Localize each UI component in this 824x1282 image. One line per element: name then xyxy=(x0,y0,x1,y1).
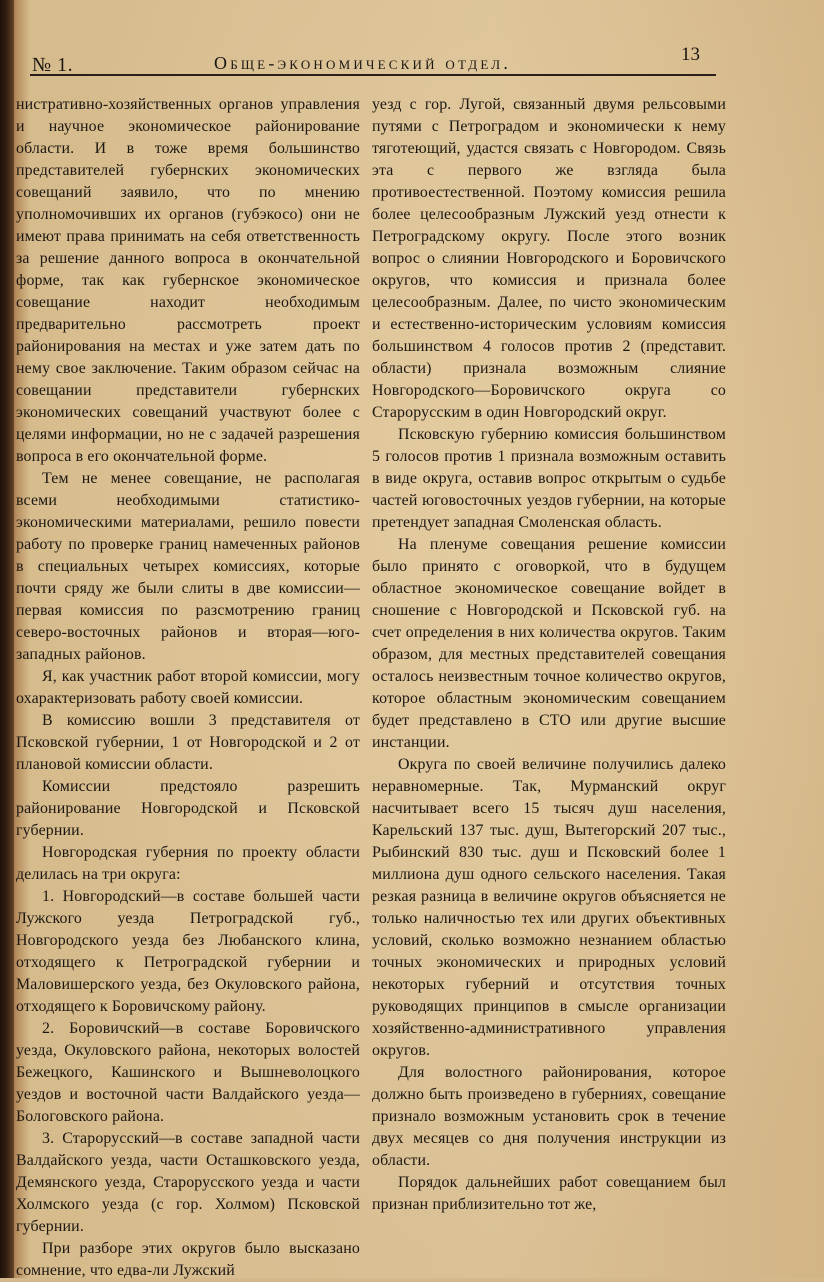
paragraph: нистративно-хозяйственных органов управления и научное экономическое районирование области. И в тоже время большинство представителей губернских экономических совещаний заявило, что по мнению уполномочивших их органов (губэкосо) они не имеют права принимать на себя ответственность за решение данного вопроса в окончательной форме, так как губернское экономическое совещание находит необходимым предварительно рассмотреть проект районирования на местах и уже затем дать по нему свое заключение. Таким образом сейчас на совещании представители губернских экономических совещаний участвуют более с целями информации, но не с задачей разрешения вопроса в его окончательной форме. xyxy=(16,96,360,465)
paragraph: Тем не менее совещание, не располагая всеми необходимыми статистико-экономическими материалами, решило повести работу по проверке границ намеченных районов в специальных четырех комиссиях, которые почти сряду же были слиты в две комиссии—первая комиссия по разсмотрению границ северо-восточных районов и вторая—юго-западных районов. xyxy=(16,470,360,663)
page-number: 13 xyxy=(681,44,700,65)
left-column xyxy=(16,94,360,1282)
paragraph: Новгородская губерния по проекту области делилась на три округа: xyxy=(16,844,360,883)
paragraph: При разборе этих округов было высказано сомнение, что едва-ли Лужский xyxy=(16,1240,360,1279)
section-title: Обще-экономический отдел. xyxy=(214,53,512,73)
list-item: 1. Новгородский—в составе большей части Лужского уезда Петроградской губ., Новгородского уезда без Любанского клина, отходящего к Петроградской губернии и Маловишерского уезда, без Окуловского района, отходящего к Боровичскому району. xyxy=(16,888,360,1015)
list-item: 2. Боровичский—в составе Боровичского уезда, Окуловского района, некоторых волостей Бежецкого, Кашинского и Вышневолоцкого уездов и восточной части Валдайского уезда—Бологовского района. xyxy=(16,1020,360,1125)
paragraph: Псковскую губернию комиссия большинством 5 голосов против 1 признала возможным оставить в виде округа, оставив вопрос открытым о судьбе частей юговосточных уездов губернии, на которые претендует западная Смоленская область. xyxy=(372,426,726,531)
page-header xyxy=(30,44,716,76)
paragraph: Для волостного районирования, которое должно быть произведено в губерниях, совещание признало возможным установить срок в течение двух месяцев со дня получения инструкции из области. xyxy=(372,1064,726,1169)
right-column xyxy=(372,94,726,1216)
paragraph: Округа по своей величине получились далеко неравномерные. Так, Мурманский округ насчитывает всего 15 тысяч душ населения, Карельский 137 тыс. душ, Вытегорский 207 тыс., Рыбинский 830 тыс. душ и Псковский более 1 миллиона душ одного сельского населения. Такая резкая разница в величине округов объясняется не только наличностью тех или других объективных условий, сколько возможно незнанием областью точных экономических и природных условий некоторых губерний и отсутствия точных руководящих принципов в смысле организации хозяйственно-административного управления округов. xyxy=(372,756,726,1059)
paragraph: Порядок дальнейших работ совещанием был признан приблизительно тот же, xyxy=(372,1174,726,1213)
book-spine-shadow xyxy=(0,0,14,1278)
issue-number: № 1. xyxy=(32,54,74,76)
paragraph: уезд с гор. Лугой, связанный двумя рельсовыми путями с Петроградом и экономически к нему тяготеющий, удастся связать с Новгородом. Связь эта с первого же взгляда была противоестественной. Поэтому комиссия решила более целесообразным Лужский уезд отнести к Петроградскому округу. После этого возник вопрос о слиянии Новгородского и Боровичского округов, что комиссия и признала более целесообразным. Далее, по чисто экономическим и естественно-историческим условиям комиссия большинством 4 голосов против 2 (представит. области) признала возможным слияние Новгородского—Боровичского округа со Старорусским в один Новгородский округ. xyxy=(372,96,726,421)
list-item: 3. Старорусский—в составе западной части Валдайского уезда, части Осташковского уезда, Демянского уезда, Старорусского уезда и части Холмского уезда (с гор. Холмом) Псковской губернии. xyxy=(16,1130,360,1235)
paragraph: Комиссии предстояло разрешить районирование Новгородской и Псковской губернии. xyxy=(16,778,360,839)
paragraph: На пленуме совещания решение комиссии было принято с оговоркой, что в будущем областное экономическое совещание войдет в сношение с Новгородской и Псковской губ. на счет определения в них количества округов. Таким образом, для местных представителей совещания осталось неизвестным точное количество округов, которое областным экономическим совещанием будет представлено в СТО или другие высшие инстанции. xyxy=(372,536,726,751)
paragraph: Я, как участник работ второй комиссии, могу охарактеризовать работу своей комиссии. xyxy=(16,668,360,707)
paragraph: В комиссию вошли 3 представителя от Псковской губернии, 1 от Новгородской и 2 от плановой комиссии области. xyxy=(16,712,360,773)
